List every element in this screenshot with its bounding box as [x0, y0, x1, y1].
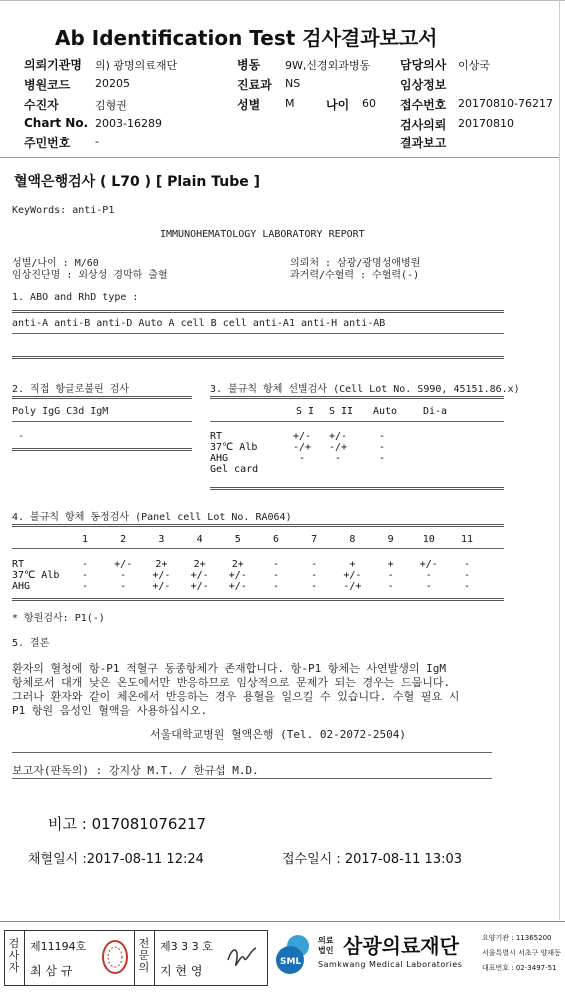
inspector-seal: [100, 938, 130, 976]
panel-cell: -/+: [343, 581, 362, 592]
label-result-report: 결과보고: [400, 136, 447, 150]
label-doctor: 담당의사: [400, 58, 447, 72]
panel-header-7: 7: [311, 534, 318, 545]
sig-divider-3: [154, 930, 155, 986]
header-divider: [0, 157, 559, 158]
specialist-label: 전 문 의: [138, 937, 150, 974]
dat-value: -: [18, 431, 25, 442]
panel-cell: -: [81, 570, 89, 581]
abo-title: 1. ABO and RhD type :: [12, 292, 139, 303]
dat-headers: Poly IgG C3d IgM: [12, 406, 109, 417]
panel-header-5: 5: [234, 534, 241, 545]
screening-table: [210, 406, 504, 486]
panel-cell: -: [311, 570, 318, 581]
section-title: 혈액은행검사 ( L70 ) [ Plain Tube ]: [14, 174, 261, 190]
panel-cell: -: [272, 570, 280, 581]
label-institution: 의뢰기관명: [24, 58, 82, 72]
panel-table: [12, 534, 504, 599]
screen-rule-top: [210, 396, 504, 399]
logo-small-1: 의료: [318, 936, 334, 945]
value-request: 20170810: [458, 117, 514, 130]
panel-cell: 2+: [155, 559, 168, 570]
screen-cell: -: [378, 431, 386, 442]
screen-row-label: Gel card: [210, 464, 259, 475]
label-department: 진료과: [237, 78, 272, 92]
panel-cell: +: [349, 559, 356, 570]
panel-cell: +/-: [190, 570, 209, 581]
panel-cell: -: [272, 581, 280, 592]
screen-header-2: S II: [328, 406, 354, 417]
panel-cell: -: [387, 581, 394, 592]
org-info-address: 서울특별시 서초구 양재동: [482, 949, 561, 957]
panel-cell: -: [311, 559, 318, 570]
panel-cell: -: [81, 559, 89, 570]
specialist-name: 지 현 영: [160, 964, 203, 978]
inspector-name: 최 삼 규: [30, 964, 73, 978]
screen-cell: -/+: [328, 442, 348, 453]
value-hospital-code: 20205: [95, 77, 130, 90]
conclusion-line-3: 그러나 환자와 같이 체온에서 반응하는 경우 용혈을 일으킬 수 있습니다. 수혈 필요 시: [12, 690, 460, 703]
panel-cell: -: [463, 570, 471, 581]
screen-cell: +/-: [328, 431, 348, 442]
abo-rule-top: [12, 310, 504, 313]
history: 과거력/수혈력 : 수혈력(-): [290, 270, 420, 281]
panel-cell: -: [425, 581, 432, 592]
screen-cell: -: [378, 442, 386, 453]
panel-cell: +/-: [419, 559, 438, 570]
panel-cell: -: [272, 559, 280, 570]
panel-header-8: 8: [349, 534, 356, 545]
inspector-label: 검 사 자: [8, 937, 20, 974]
specialist-signature: [224, 940, 260, 974]
screen-rule-mid: [210, 421, 504, 422]
panel-header-3: 3: [158, 534, 165, 545]
screen-cell: -: [298, 453, 306, 464]
sig-divider-1: [24, 930, 25, 986]
panel-row-label: 37℃ Alb: [12, 570, 60, 581]
report-title: Ab Identification Test 검사결과보고서: [55, 26, 438, 50]
panel-cell: -: [311, 581, 318, 592]
remark: 비고 : 017081076217: [48, 815, 207, 833]
screen-rule-bottom: [210, 487, 504, 490]
value-institution: 의) 광명의료재단: [95, 59, 178, 72]
panel-cell: +/-: [343, 570, 362, 581]
org-english-name: Samkwang Medical Laboratories: [318, 960, 463, 969]
panel-header-10: 10: [422, 534, 435, 545]
value-department: NS: [285, 77, 301, 90]
screen-cell: -/+: [292, 442, 312, 453]
panel-cell: -: [463, 581, 471, 592]
label-chart-no: Chart No.: [24, 116, 89, 130]
panel-cell: +/-: [228, 581, 247, 592]
screen-row-label: AHG: [210, 453, 229, 464]
label-request: 검사의뢰: [400, 118, 447, 132]
panel-cell: -: [120, 581, 127, 592]
panel-header-4: 4: [196, 534, 203, 545]
panel-header-11: 11: [460, 534, 474, 545]
conclusion-line-1: 환자의 혈청에 항-P1 적혈구 동종항체가 존재합니다. 항-P1 항체는 사연발생의 IgM: [12, 662, 446, 675]
sex-age: 성별/나이 : M/60: [12, 258, 99, 269]
panel-header-9: 9: [387, 534, 394, 545]
abo-rule-mid: [12, 333, 504, 334]
label-patient: 수진자: [24, 98, 59, 112]
value-chart-no: 2003-16289: [95, 117, 162, 130]
panel-cell: +/-: [152, 581, 171, 592]
org-info-phone: 대표번호 : 02-3497-51: [482, 964, 557, 972]
footer-divider: [0, 921, 565, 922]
screen-cell: +/-: [292, 431, 312, 442]
panel-header-2: 2: [120, 534, 127, 545]
value-resident-no: -: [95, 135, 99, 148]
panel-cell: -: [463, 559, 471, 570]
panel-cell: +/-: [228, 570, 247, 581]
value-age: 60: [362, 97, 376, 110]
screen-cell: -: [378, 453, 386, 464]
bank-divider: [12, 752, 492, 753]
blood-bank: 서울대학교병원 혈액은행 (Tel. 02-2072-2504): [150, 728, 406, 741]
screen-header-1: S I: [295, 406, 315, 417]
sml-logo-text: SML: [280, 957, 302, 967]
label-ward: 병동: [237, 58, 261, 72]
panel-header-6: 6: [272, 534, 280, 545]
org-info-code: 요양기관 : 11365200: [482, 934, 552, 942]
panel-cell: -: [425, 570, 432, 581]
collect-time: 채혈일시 :2017-08-11 12:24: [28, 852, 204, 867]
screen-header-4: Di-a: [422, 406, 448, 417]
conclusion-line-2: 항체로서 대개 낮은 온도에서만 반응하므로 임상적으로 문제가 되는 경우는 드뭅니다.: [12, 676, 451, 689]
panel-cell: -: [81, 581, 89, 592]
label-resident-no: 주민번호: [24, 136, 71, 150]
top-border: [0, 0, 565, 1]
panel-row-label: RT: [12, 559, 25, 570]
org-name: 삼광의료재단: [343, 934, 459, 958]
panel-title: 4. 불규칙 항체 동정검사 (Panel cell Lot No. RA064): [12, 512, 292, 523]
panel-cell: +/-: [152, 570, 171, 581]
dat-rule-mid: [12, 421, 192, 422]
conclusion-title: 5. 결론: [12, 638, 50, 649]
panel-cell: 2+: [193, 559, 206, 570]
antigen-test: * 항원검사: P1(-): [12, 613, 105, 624]
right-border: [559, 0, 560, 920]
reporter: 보고자(판독의) : 강지상 M.T. / 한규섭 M.D.: [12, 764, 259, 777]
panel-rule-top: [12, 524, 504, 527]
value-sex: M: [285, 97, 295, 110]
screen-title: 3. 불규칙 항체 선별검사 (Cell Lot No. S990, 45151.86.x): [210, 384, 520, 395]
dat-rule-top: [12, 396, 192, 399]
label-age: 나이: [326, 98, 350, 112]
conclusion-line-4: P1 항원 음성인 혈액을 사용하십시오.: [12, 704, 208, 717]
abo-rule-bottom: [12, 356, 504, 359]
specialist-license: 제3 3 3 호: [160, 940, 213, 953]
lab-title: IMMUNOHEMATOLOGY LABORATORY REPORT: [160, 229, 365, 240]
screen-header-3: Auto: [372, 406, 398, 417]
panel-row-label: AHG: [12, 581, 31, 592]
reporter-divider: [12, 778, 492, 779]
panel-cell: -: [120, 570, 127, 581]
screen-row-label: 37℃ Alb: [210, 442, 258, 453]
sml-logo-icon: [272, 932, 314, 978]
abo-headers: anti-A anti-B anti-D Auto A cell B cell anti-A1 anti-H anti-AB: [12, 318, 386, 329]
referrer: 의뢰처 : 삼광/광명성애병원: [290, 258, 421, 269]
label-receipt-no: 접수번호: [400, 98, 447, 112]
value-patient: 김형권: [95, 99, 127, 112]
label-hospital-code: 병원코드: [24, 78, 71, 92]
dat-title: 2. 직접 항글로불린 검사: [12, 384, 130, 395]
panel-cell: +: [387, 559, 394, 570]
panel-cell: 2+: [231, 559, 244, 570]
inspector-license: 제11194호: [30, 940, 87, 953]
panel-header-1: 1: [81, 534, 89, 545]
dat-rule-bottom: [12, 448, 192, 451]
receive-time: 접수일시 : 2017-08-11 13:03: [282, 852, 463, 867]
panel-cell: -: [387, 570, 394, 581]
value-doctor: 이상국: [458, 59, 490, 72]
value-ward: 9W,신경외과병동: [285, 59, 371, 72]
panel-cell: +/-: [190, 581, 209, 592]
sig-divider-2: [134, 930, 135, 986]
panel-rule-bottom: [12, 598, 504, 601]
panel-cell: +/-: [114, 559, 133, 570]
label-clinical-info: 임상정보: [400, 78, 447, 92]
panel-rule-mid: [12, 548, 504, 549]
screen-row-label: RT: [210, 431, 223, 442]
label-sex: 성별: [237, 98, 261, 112]
diagnosis: 임상진단명 : 외상성 경막하 출혈: [12, 270, 168, 281]
screen-cell: -: [334, 453, 342, 464]
keywords: KeyWords: anti-P1: [12, 205, 115, 216]
value-receipt-no: 20170810-76217: [458, 97, 553, 110]
logo-small-2: 법인: [318, 946, 334, 955]
